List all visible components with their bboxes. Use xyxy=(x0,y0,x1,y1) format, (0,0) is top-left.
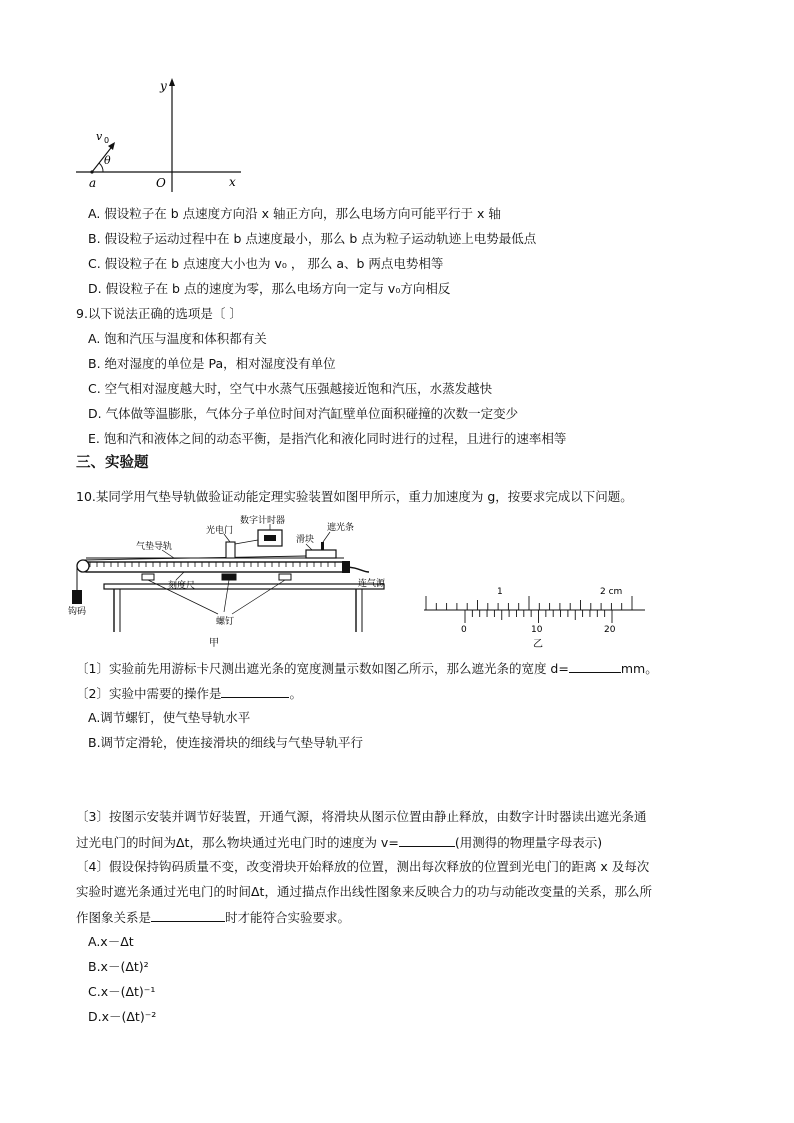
hook-weight xyxy=(72,590,82,604)
label-strip: 遮光条 xyxy=(327,523,355,533)
light-strip xyxy=(321,542,324,550)
q10-sub3-line1: 〔3〕按图示安装并调节好装置，开通气源，将滑块从图示位置由静止释放，由数字计时器读出遮光条通 xyxy=(76,809,647,824)
v0-label: v xyxy=(96,130,103,143)
q10-sub2-blank[interactable] xyxy=(221,685,289,698)
q10-sub4-line2: 实验时遮光条通过光电门的时间Δt，通过描点作出线性图象来反映合力的功与动能改变量的关系，那么所 xyxy=(76,884,652,899)
q8-option-a: A. 假设粒子在 b 点速度方向沿 x 轴正方向，那么电场方向可能平行于 x 轴 xyxy=(88,206,501,221)
label-ruler: 刻度尺 xyxy=(168,581,196,591)
point-a-label: a xyxy=(89,176,97,190)
q10-sub2-end: 。 xyxy=(289,686,302,701)
q10-sub4-line3 xyxy=(76,909,350,926)
label-yi: 乙 xyxy=(533,639,543,650)
q10-stem: 10.某同学用气垫导轨做验证动能定理实验装置如图甲所示，重力加速度为 g，按要求完成以下问题。 xyxy=(76,489,633,504)
label-slider: 滑块 xyxy=(296,535,315,545)
rail-foot-left xyxy=(142,574,154,580)
q9-option-d: D. 气体做等温膨胀，气体分子单位时间对汽缸壁单位面积碰撞的次数一定变少 xyxy=(88,406,519,421)
vernier-label-10: 10 xyxy=(531,625,543,635)
section-title: 三、实验题 xyxy=(76,455,149,471)
q10-sub2-option-b: B.调节定滑轮，使连接滑块的细线与气垫导轨平行 xyxy=(88,735,364,750)
q9-option-a: A. 饱和汽压与温度和体积都有关 xyxy=(88,331,267,346)
q9-option-c: C. 空气相对湿度越大时，空气中水蒸气压强越接近饱和汽压，水蒸发越快 xyxy=(88,381,493,396)
leader-ruler xyxy=(176,572,184,580)
photogate xyxy=(226,542,235,558)
q10-sub2-text: 〔2〕实验中需要的操作是 xyxy=(76,686,222,701)
label-air: 连气源 xyxy=(358,579,386,589)
q9-option-b: B. 绝对湿度的单位是 Pa，相对湿度没有单位 xyxy=(88,356,336,371)
pulley xyxy=(77,560,89,572)
main-scale-ticks xyxy=(426,596,632,610)
q10-sub3-blank[interactable] xyxy=(399,834,455,847)
y-axis-label: y xyxy=(160,79,167,93)
q10-sub2 xyxy=(76,685,302,702)
main-scale-label-1: 1 xyxy=(497,587,503,597)
origin-label: O xyxy=(156,176,166,190)
q10-sub4-option-a: A.x－Δt xyxy=(88,934,134,949)
q10-sub3-end: (用测得的物理量字母表示) xyxy=(454,835,603,850)
label-jia: 甲 xyxy=(209,638,219,649)
label-gate: 光电门 xyxy=(206,526,234,536)
q10-sub4-text: 作图象关系是 xyxy=(76,910,152,925)
theta-arc xyxy=(99,163,103,172)
q8-option-c: C. 假设粒子在 b 点速度大小也为 v₀ ， 那么 a、b 两点电势相等 xyxy=(88,256,444,271)
q10-sub1 xyxy=(76,660,658,677)
q10-sub4-option-d: D.x－(Δt)⁻² xyxy=(88,1009,157,1024)
q10-sub1-unit: mm。 xyxy=(620,661,658,676)
q10-sub4-option-b: B.x－(Δt)² xyxy=(88,959,149,974)
main-scale-label-2: 2 cm xyxy=(600,587,623,597)
apparatus-figure xyxy=(68,514,396,650)
y-axis-arrow xyxy=(169,78,175,86)
q10-sub3-line2 xyxy=(76,834,602,851)
label-screw: 螺钉 xyxy=(216,617,235,627)
timer-wire xyxy=(235,540,258,544)
q8-option-b: B. 假设粒子运动过程中在 b 点速度最小，那么 b 点为粒子运动轨迹上电势最低点 xyxy=(88,231,537,246)
v0-vector xyxy=(92,144,114,172)
q10-sub4-line1: 〔4〕假设保持钩码质量不变，改变滑块开始释放的位置，测出每次释放的位置到光电门的距离 x 及每次 xyxy=(76,859,650,874)
v0-subscript: 0 xyxy=(104,136,110,145)
rail-foot-mid xyxy=(222,574,236,580)
q10-sub1-blank[interactable] xyxy=(569,660,621,673)
vernier-scale-ticks xyxy=(465,610,612,623)
label-timer: 数字计时器 xyxy=(240,516,286,526)
label-weight: 钩码 xyxy=(68,607,87,617)
q8-figure xyxy=(76,72,256,197)
vernier-figure xyxy=(420,580,650,650)
q8-option-d: D. 假设粒子在 b 点的速度为零，那么电场方向一定与 v₀方向相反 xyxy=(88,281,451,296)
q10-sub4-option-c: C.x－(Δt)⁻¹ xyxy=(88,984,156,999)
q10-sub4-end: 时才能符合实验要求。 xyxy=(225,910,351,925)
table-top xyxy=(104,584,384,589)
rail-foot-right xyxy=(279,574,291,580)
q10-sub4-blank[interactable] xyxy=(151,909,225,922)
q10-sub1-text: 〔1〕实验前先用游标卡尺测出遮光条的宽度测量示数如图乙所示，那么遮光条的宽度 d= xyxy=(76,661,569,676)
q10-sub3-text: 过光电门的时间为Δt，那么物块通过光电门时的速度为 v= xyxy=(76,835,399,850)
air-nozzle xyxy=(342,561,350,573)
x-axis-label: x xyxy=(229,175,236,189)
leader-strip xyxy=(323,532,330,542)
slider xyxy=(306,550,336,558)
vernier-label-20: 20 xyxy=(604,625,616,635)
theta-label: θ xyxy=(104,154,111,167)
vernier-label-0: 0 xyxy=(461,625,467,635)
q9-option-e: E. 饱和汽和液体之间的动态平衡，是指汽化和液化同时进行的过程，且进行的速率相等 xyxy=(88,431,567,446)
timer-screen xyxy=(264,535,276,541)
label-rail: 气垫导轨 xyxy=(136,542,173,552)
q10-sub2-option-a: A.调节螺钉，使气垫导轨水平 xyxy=(88,710,251,725)
q9-stem: 9.以下说法正确的选项是〔 〕 xyxy=(76,306,242,321)
